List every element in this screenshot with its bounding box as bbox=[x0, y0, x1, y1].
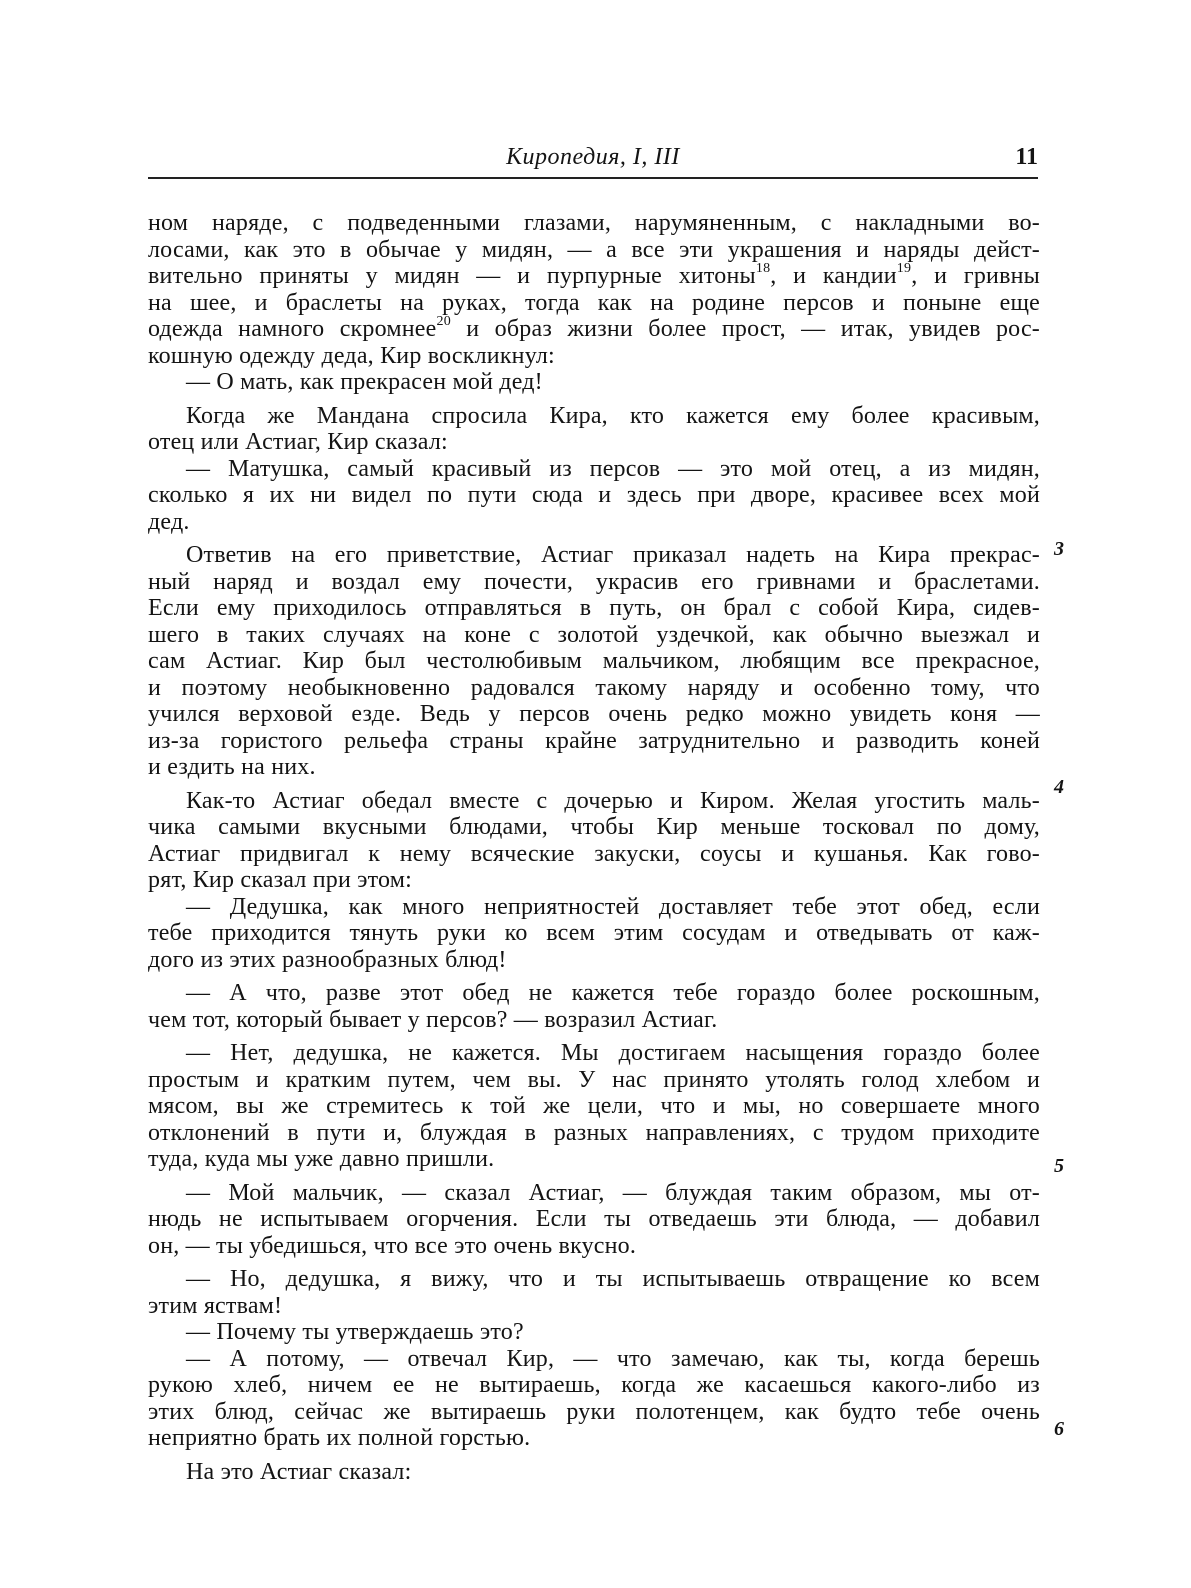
text-line: мясом, вы же стремитесь к той же цели, что и мы, но совершаете много bbox=[148, 1093, 1040, 1119]
text-line: шего в таких случаях на коне с золотой уздечкой, как обычно выезжал и bbox=[148, 621, 1040, 648]
running-title: Киропедия, I, III bbox=[506, 144, 680, 170]
text-line: лосами, как это в обычае у мидян, — а все эти украшения и наряды дейст- bbox=[148, 236, 1040, 263]
text-line: чика самыми вкусными блюдами, чтобы Кир меньше тосковал по дому, bbox=[148, 814, 1040, 840]
footnote-ref: 18 bbox=[755, 261, 771, 276]
text-line: — Нет, дедушка, не кажется. Мы достигаем насыщения гораздо более bbox=[186, 1040, 1040, 1066]
text-line: — Мой мальчик, — сказал Астиаг, — блуждая таким образом, мы от- bbox=[186, 1179, 1040, 1206]
text-line: и поэтому необыкновенно радовался такому наряду и особенно тому, что bbox=[148, 674, 1040, 701]
section-number: 6 bbox=[1054, 1418, 1064, 1440]
text-line: тебе приходится тянуть руки ко всем этим сосудам и отведывать от каж- bbox=[148, 920, 1040, 946]
footnote-ref: 20 bbox=[436, 314, 451, 329]
page-number: 11 bbox=[1015, 144, 1038, 170]
text-line: простым и кратким путем, чем вы. У нас принято утолять голод хлебом и bbox=[148, 1066, 1040, 1093]
text-line: отец или Астиаг, Кир сказал: bbox=[148, 429, 448, 455]
text-line: — Матушка, самый красивый из персов — это мой отец, а из мидян, bbox=[186, 455, 1040, 482]
text-fragment: , и гривны bbox=[911, 263, 1040, 289]
text-line: этих блюд, сейчас же вытираешь руки полотенцем, как будто тебе очень bbox=[148, 1398, 1040, 1425]
text-line: кошную одежду деда, Кир воскликнул: bbox=[148, 342, 555, 369]
text-line: туда, куда мы уже давно пришли. bbox=[148, 1146, 495, 1172]
text-fragment: и образ жизни более прост, — итак, увидев рос- bbox=[450, 316, 1040, 342]
text-line: учился верховой езде. Ведь у персов очень редко можно увидеть коня — bbox=[148, 701, 1040, 727]
text-line: на шее, и браслеты на руках, тогда как на родине персов и поныне еще bbox=[148, 289, 1040, 316]
text-line: ный наряд и воздал ему почести, украсив его гривнами и браслетами. bbox=[148, 568, 1040, 595]
text-line: этим яствам! bbox=[148, 1292, 283, 1319]
text-line: сам Астиаг. Кир был честолюбивым мальчиком, любящим все прекрасное, bbox=[148, 648, 1040, 674]
text-line: неприятно брать их полной горстью. bbox=[148, 1425, 531, 1451]
running-head bbox=[148, 144, 1038, 178]
text-fragment: вительно приняты у мидян — и пурпурные хитоны bbox=[148, 263, 756, 289]
text-line: — Почему ты утверждаешь это? bbox=[186, 1319, 524, 1345]
text-line: — Но, дедушка, я вижу, что и ты испытываешь отвращение ко всем bbox=[186, 1266, 1040, 1292]
text-line: он, — ты убедишься, что все это очень вкусно. bbox=[148, 1232, 637, 1259]
text-fragment: , и кандии bbox=[770, 263, 897, 289]
text-line: Когда же Мандана спросила Кира, кто кажется ему более красивым, bbox=[186, 402, 1040, 429]
text-fragment: одежда намного скромнее bbox=[148, 316, 437, 342]
text-line: — А что, разве этот обед не кажется тебе гораздо более роскошным, bbox=[186, 980, 1040, 1006]
text-line: ном наряде, с подведенными глазами, нарумяненным, с накладными во- bbox=[148, 210, 1040, 236]
text-line: дого из этих разнообразных блюд! bbox=[148, 946, 507, 973]
text-line: — Дедушка, как много неприятностей доставляет тебе этот обед, если bbox=[186, 893, 1040, 920]
text-line: сколько я их ни видел по пути сюда и здесь при дворе, красивее всех мой bbox=[148, 482, 1040, 508]
text-line: Астиаг придвигал к нему всяческие закуски, соусы и кушанья. Как гово- bbox=[148, 840, 1040, 867]
section-number: 4 bbox=[1054, 776, 1064, 798]
header-rule bbox=[148, 177, 1038, 179]
text-line: нюдь не испытываем огорчения. Если ты отведаешь эти блюда, — добавил bbox=[148, 1206, 1040, 1232]
text-line: из-за гористого рельефа страны крайне затруднительно и разводить коней bbox=[148, 727, 1040, 754]
text-line: рят, Кир сказал при этом: bbox=[148, 867, 413, 893]
text-line bbox=[148, 316, 1040, 343]
text-line: и ездить на них. bbox=[148, 754, 316, 780]
text-line: отклонений в пути и, блуждая в разных направлениях, с трудом приходите bbox=[148, 1119, 1040, 1146]
footnote-ref: 19 bbox=[896, 261, 912, 276]
text-line: рукою хлеб, ничем ее не вытираешь, когда же касаешься какого-либо из bbox=[148, 1372, 1040, 1398]
text-line: дед. bbox=[148, 508, 190, 535]
section-number: 3 bbox=[1054, 538, 1064, 560]
body-text bbox=[148, 210, 1040, 1485]
text-line: Как-то Астиаг обедал вместе с дочерью и Киром. Желая угостить маль- bbox=[186, 787, 1040, 814]
text-line: — А потому, — отвечал Кир, — что замечаю, как ты, когда берешь bbox=[186, 1345, 1040, 1372]
text-line: Ответив на его приветствие, Астиаг приказал надеть на Кира прекрас- bbox=[186, 542, 1040, 568]
text-line bbox=[148, 263, 1040, 290]
section-number: 5 bbox=[1054, 1155, 1064, 1177]
text-line: На это Астиаг сказал: bbox=[186, 1458, 412, 1485]
text-line: — О мать, как прекрасен мой дед! bbox=[186, 369, 543, 395]
text-line: Если ему приходилось отправляться в путь, он брал с собой Кира, сидев- bbox=[148, 595, 1040, 621]
text-line: чем тот, который бывает у персов? — возразил Астиаг. bbox=[148, 1006, 718, 1033]
